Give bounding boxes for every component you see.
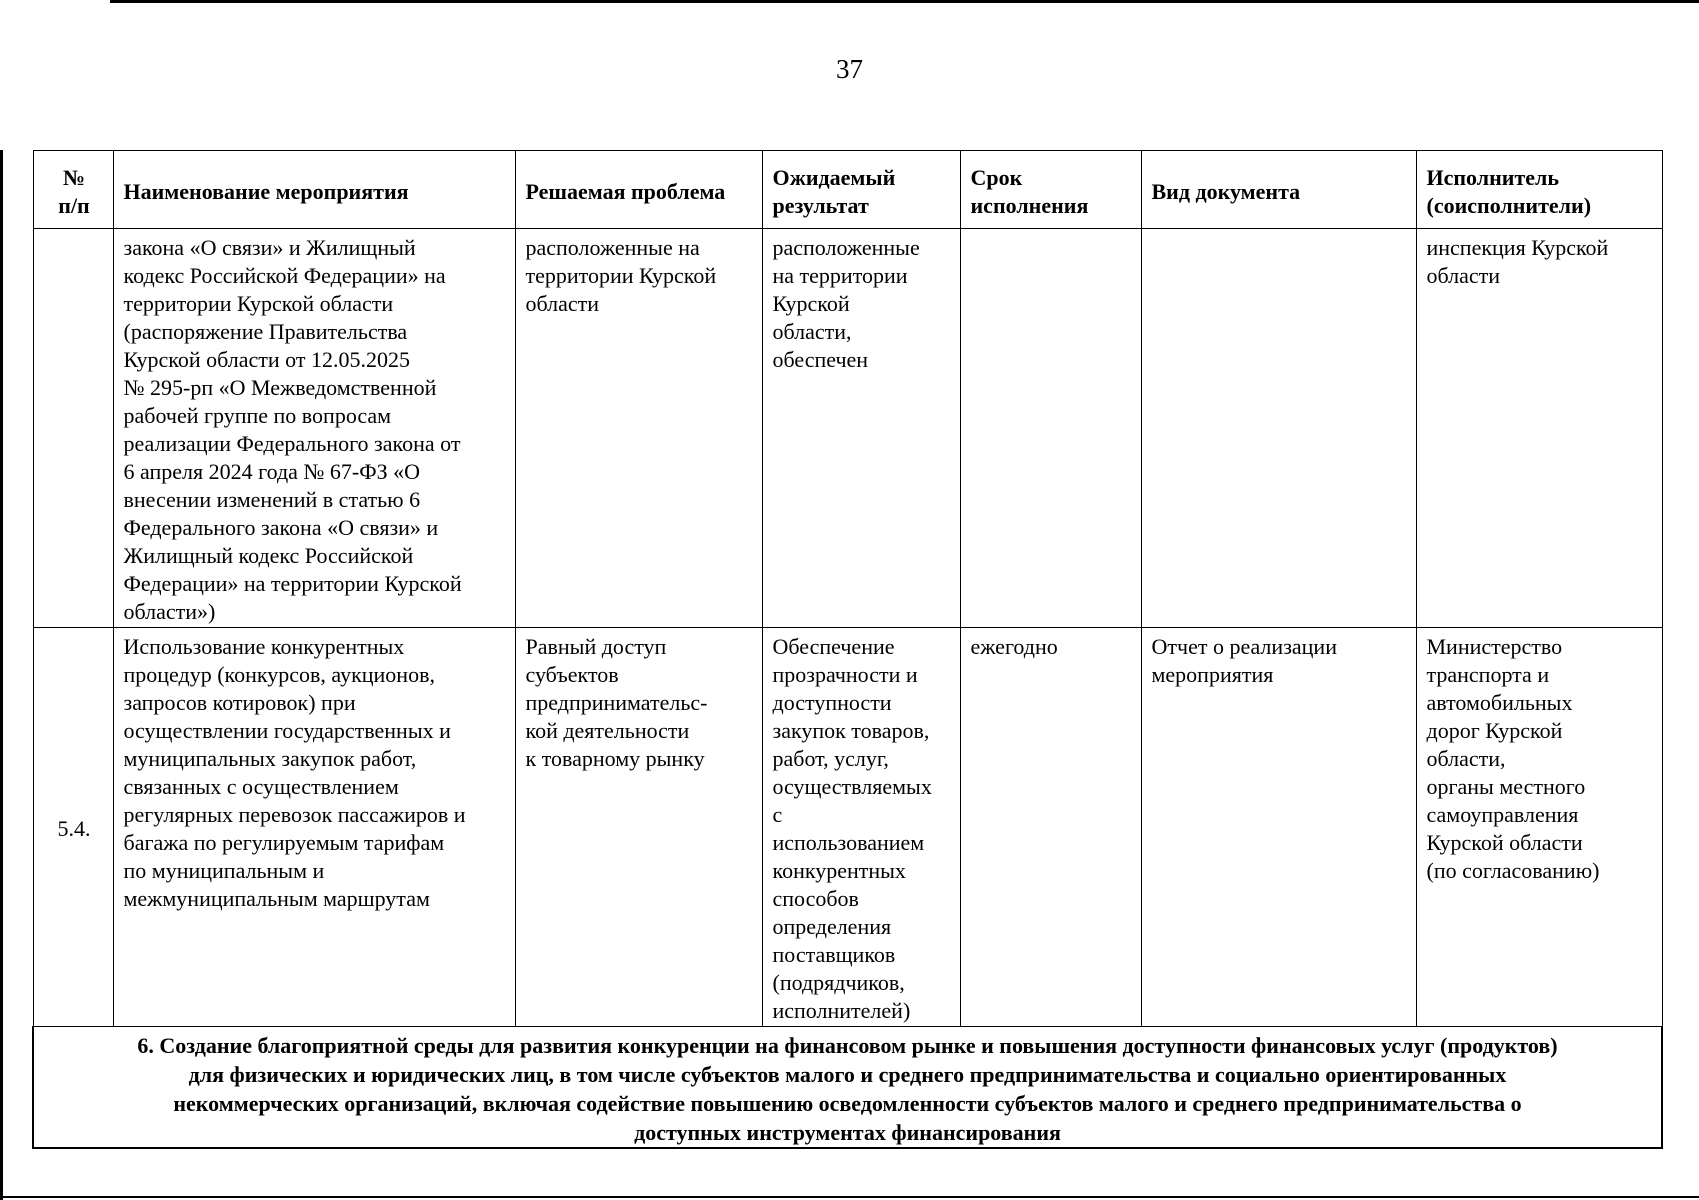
- row-problem: расположенные на территории Курской области: [515, 229, 762, 628]
- header-num: № п/п: [33, 151, 113, 229]
- table-row: [33, 628, 1662, 1027]
- header-result: Ожидаемый результат: [762, 151, 960, 229]
- row-num: [33, 229, 113, 628]
- scan-border-top: [110, 0, 1699, 3]
- table-row: [33, 229, 1662, 628]
- row-result: расположенные на территории Курской области, обеспечен: [762, 229, 960, 628]
- header-doc-type: Вид документа: [1141, 151, 1416, 229]
- header-executor: Исполнитель (соисполнители): [1416, 151, 1662, 229]
- row-doc-type: [1141, 229, 1416, 628]
- header-deadline: Срок исполнения: [960, 151, 1141, 229]
- row-problem: Равный доступ субъектов предпринимательс- кой деятельности к товарному рынку: [515, 628, 762, 1027]
- scan-border-bottom: [0, 1196, 1699, 1198]
- table-header-row: [33, 151, 1662, 229]
- scan-border-left: [0, 150, 3, 1200]
- row-name: Использование конкурентных процедур (конкурсов, аукционов, запросов котировок) при осуществлении государственных и муниципальных закупок работ, связанных с осуществлением регулярных перевозок пассажиров и багажа по регулируемым тарифам по муниципальным и межмуниципальным маршрутам: [113, 628, 515, 1027]
- row-num: 5.4.: [33, 628, 113, 1027]
- row-name: закона «О связи» и Жилищный кодекс Российской Федерации» на территории Курской области (распоряжение Правительства Курской области от 12.05.2025 № 295-рп «О Межведомственной рабочей группе по вопросам реализации Федерального закона от 6 апреля 2024 года № 67-ФЗ «О внесении изменений в статью 6 Федерального закона «О связи» и Жилищный кодекс Российской Федерации» на территории Курской области»): [113, 229, 515, 628]
- measures-table: [32, 150, 1663, 1149]
- row-doc-type: Отчет о реализации мероприятия: [1141, 628, 1416, 1027]
- row-result: Обеспечение прозрачности и доступности закупок товаров, работ, услуг, осуществляемых с использованием конкурентных способов определения поставщиков (подрядчиков, исполнителей): [762, 628, 960, 1027]
- section-6-heading: 6. Создание благоприятной среды для развития конкуренции на финансовом рынке и повышения доступности финансовых услуг (продуктов) для физических и юридических лиц, в том числе субъектов малого и среднего предпринимательства и социально ориентированных некоммерческих организаций, включая содействие повышению осведомленности субъектов малого и среднего предпринимательства о доступных инструментах финансирования: [33, 1027, 1662, 1149]
- section-row: [33, 1027, 1662, 1149]
- header-problem: Решаемая проблема: [515, 151, 762, 229]
- page-number: 37: [836, 54, 863, 84]
- row-executor: Министерство транспорта и автомобильных дорог Курской области, органы местного самоуправления Курской области (по согласованию): [1416, 628, 1662, 1027]
- row-deadline: [960, 229, 1141, 628]
- header-name: Наименование мероприятия: [113, 151, 515, 229]
- row-deadline: ежегодно: [960, 628, 1141, 1027]
- row-executor: инспекция Курской области: [1416, 229, 1662, 628]
